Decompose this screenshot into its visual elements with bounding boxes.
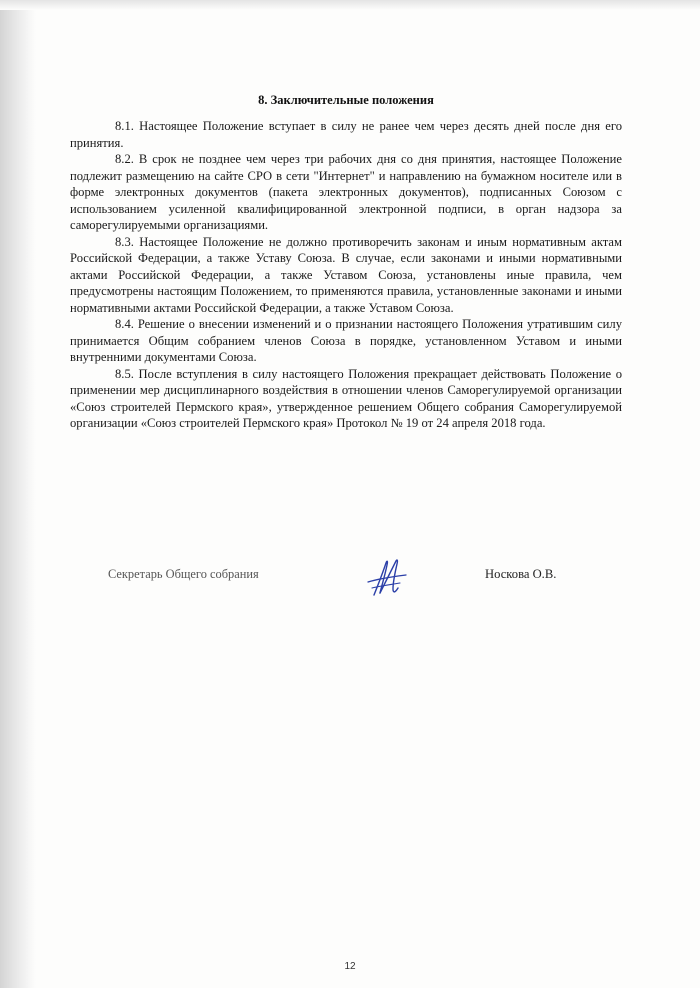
page-number: 12	[344, 961, 356, 972]
handwritten-signature-icon	[360, 555, 410, 599]
section-body	[70, 118, 622, 432]
signer-name: Носкова О.В.	[485, 567, 557, 581]
paragraph-8-2: 8.2. В срок не позднее чем через три рабочих дня со дня принятия, настоящее Положение подлежит размещению на сайте СРО в сети "Интернет" и направлению на бумажном носителе или в форме электронных документов (пакета электронных документов), подписанных Союзом с использованием усиленной квалифицированной электронной подписи, в орган надзора за саморегулируемыми организациями.	[70, 152, 622, 232]
signer-role: Секретарь Общего собрания	[108, 567, 259, 581]
paragraph-8-4: 8.4. Решение о внесении изменений и о признании настоящего Положения утратившим силу принимается Общим собранием членов Союза в порядке, установленном Уставом и иными внутренними документами Союза.	[70, 317, 622, 364]
scan-shadow-top	[0, 0, 700, 10]
paragraph-8-3: 8.3. Настоящее Положение не должно противоречить законам и иным нормативным актам Российской Федерации, а также Уставу Союза. В случае, если законами и иными нормативными актами Российской Федерации, а также Уставом Союза, установлены иные правила, чем предусмотрены настоящим Положением, то применяются правила, установленные законами и иными нормативными актами Российской Федерации, а также Уставом Союза.	[70, 234, 622, 315]
signature-block	[0, 555, 700, 595]
section-title: 8. Заключительные положения	[258, 93, 434, 107]
paragraph-8-1: 8.1. Настоящее Положение вступает в силу не ранее чем через десять дней после дня его принятия.	[70, 119, 622, 150]
scan-shadow-edge	[0, 0, 36, 988]
paragraph-8-5: 8.5. После вступления в силу настоящего Положения прекращает действовать Положение о применении мер дисциплинарного воздействия в отношении членов Саморегулируемой организации «Союз строителей Пермского края», утвержденное решением Общего собрания Саморегулируемой организации «Союз строителей Пермского края» Протокол № 19 от 24 апреля 2018 года.	[70, 366, 622, 430]
